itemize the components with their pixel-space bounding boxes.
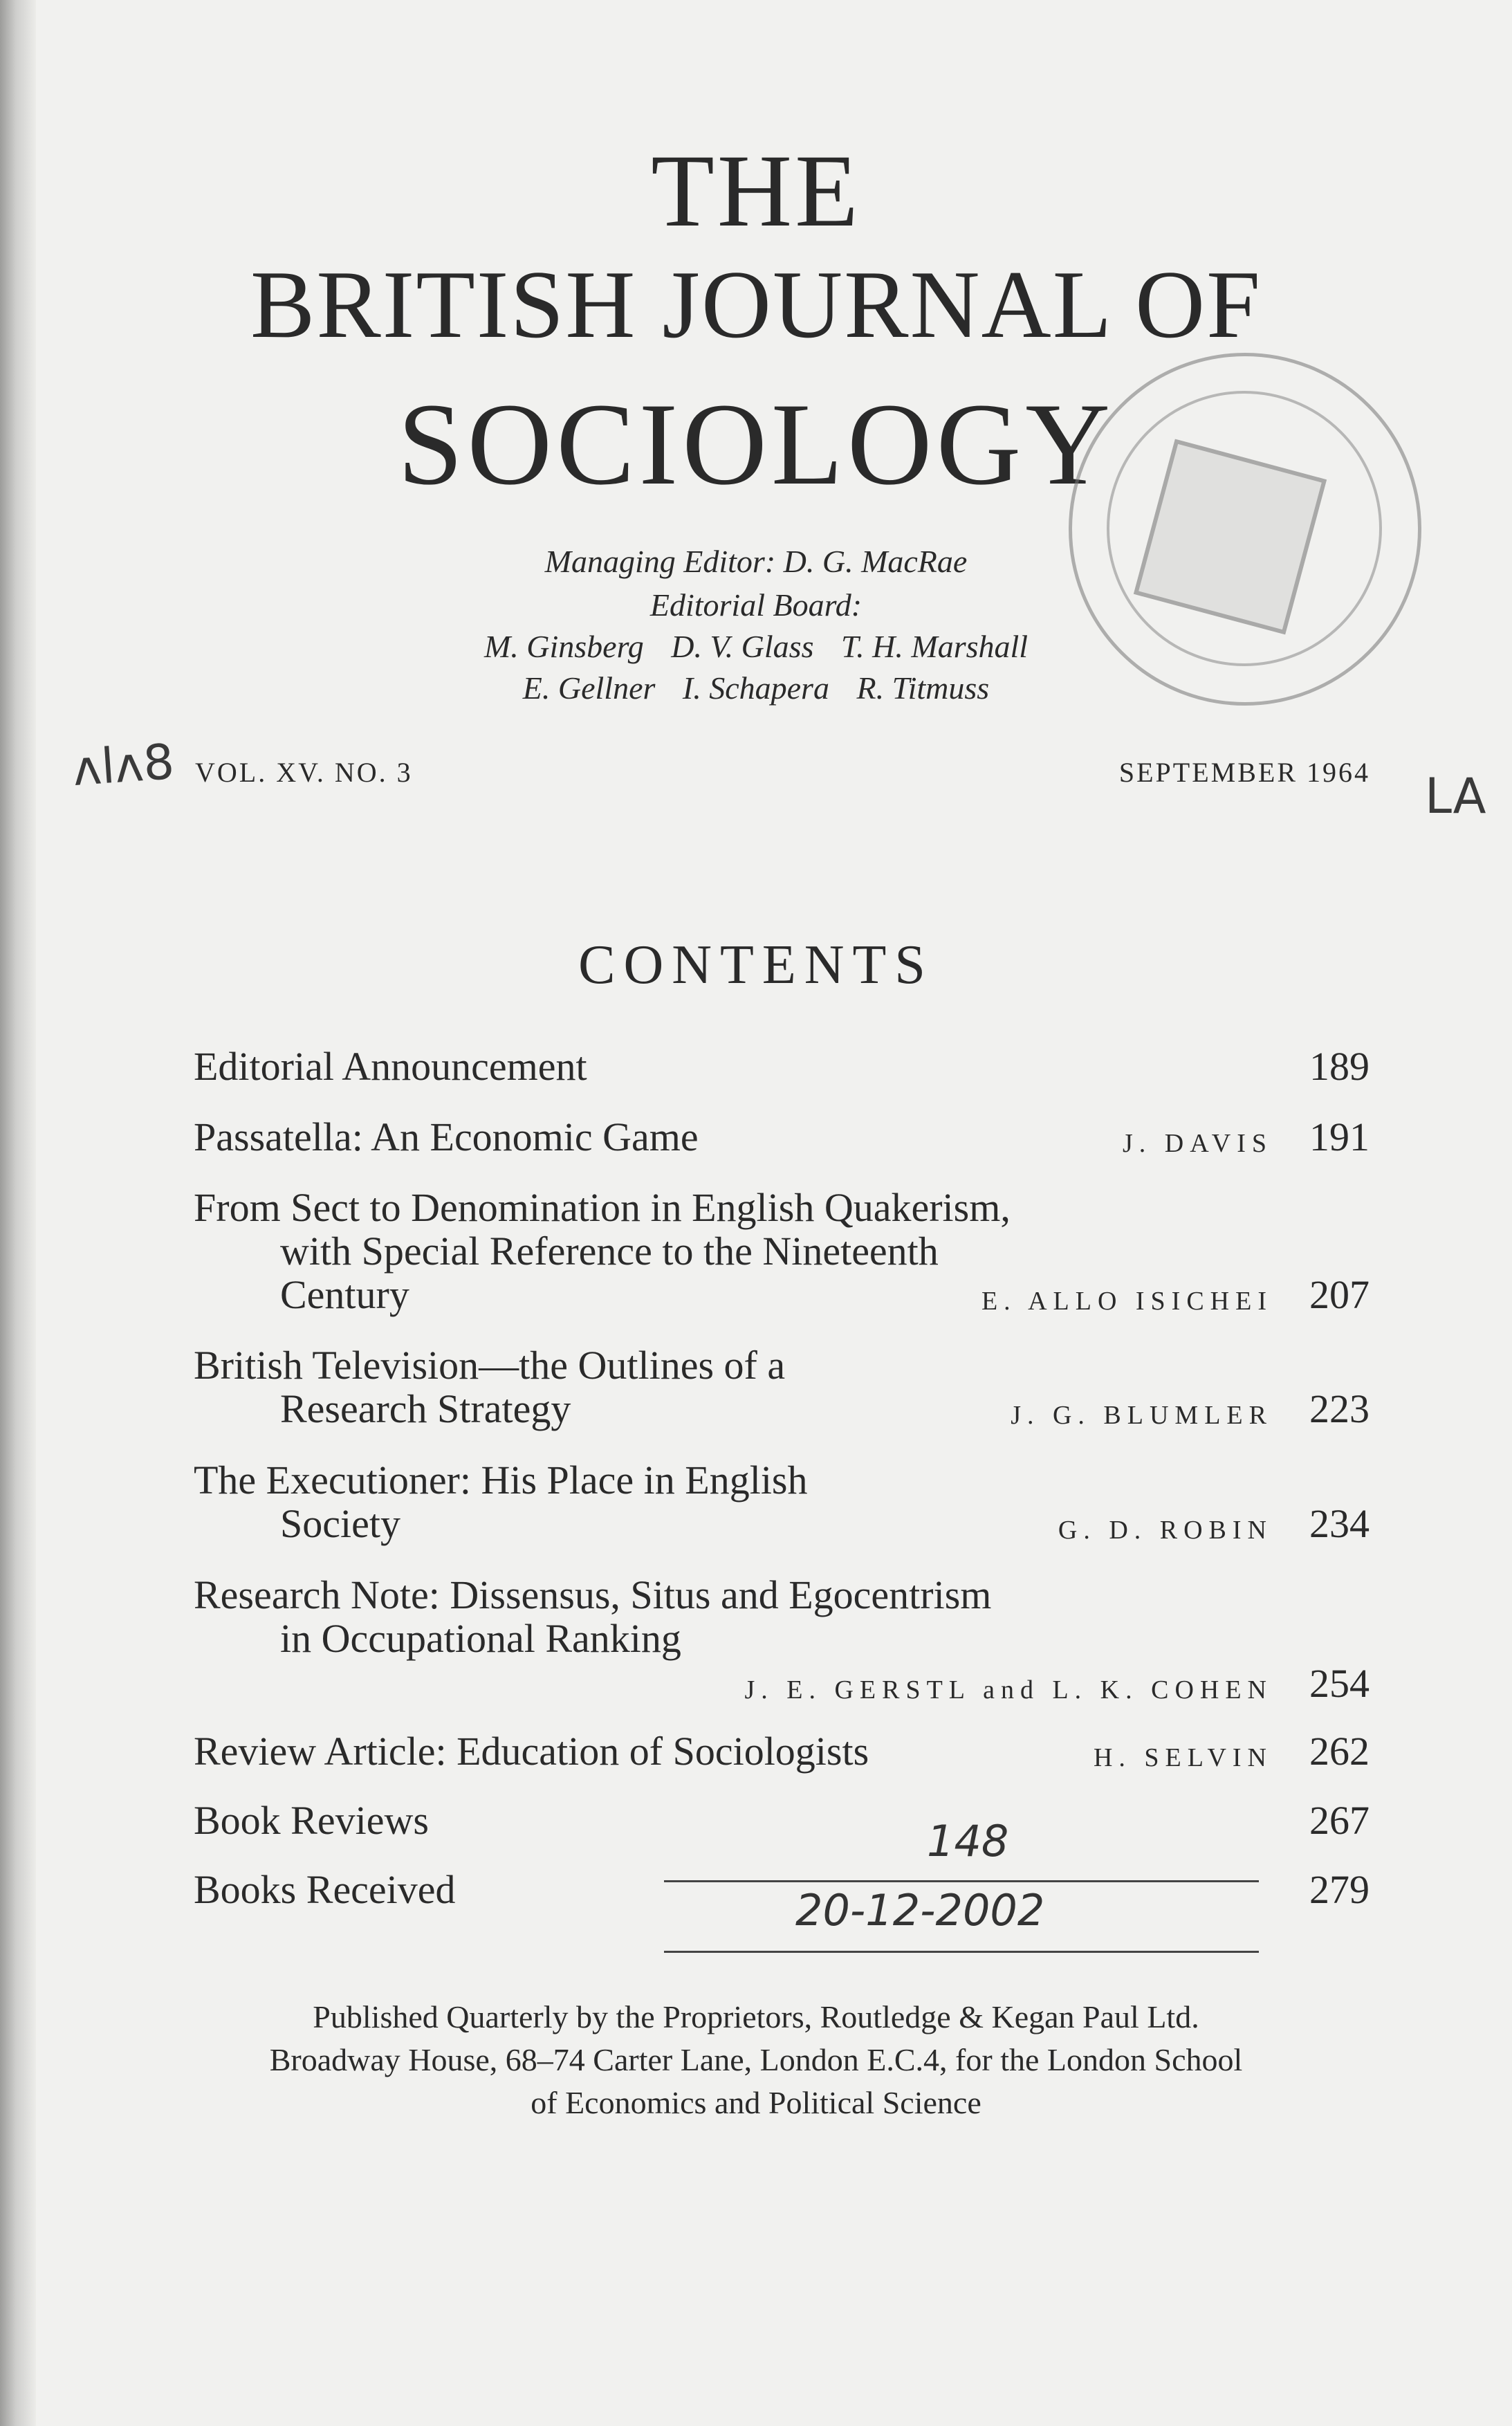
toc-entry-author: H. SELVIN	[1093, 1743, 1273, 1772]
toc-entry	[194, 1115, 1370, 1159]
editorial-board-row-1	[0, 628, 1512, 665]
editorial-board-label: Editorial Board:	[649, 587, 863, 623]
toc-entry-title-cont: Society	[280, 1501, 400, 1546]
toc-entry-author: E. ALLO ISICHEI	[981, 1287, 1273, 1316]
board-member: D. V. Glass	[671, 629, 814, 664]
toc-entry	[194, 1045, 1370, 1088]
toc-entry	[194, 1868, 1370, 1911]
toc-entry	[194, 1799, 1370, 1842]
toc-entry-author: G. D. ROBIN	[1058, 1516, 1273, 1545]
toc-entry-page: 207	[1309, 1272, 1370, 1317]
editorial-board-row-2	[0, 670, 1512, 706]
toc-entry-author: J. DAVIS	[1122, 1129, 1273, 1158]
contents-heading: CONTENTS	[578, 935, 934, 995]
managing-editor: Managing Editor: D. G. MacRae	[544, 544, 968, 579]
toc-entry-title: From Sect to Denomination in English Quakerism,	[194, 1185, 1011, 1230]
issue-date: SEPTEMBER 1964	[1118, 757, 1370, 788]
board-member: T. H. Marshall	[840, 629, 1029, 664]
toc-entry-title-cont: with Special Reference to the Nineteenth	[280, 1229, 939, 1274]
toc-entry-page: 254	[1309, 1661, 1370, 1706]
toc-entry-page: 223	[1309, 1386, 1370, 1431]
registration-date-underline	[664, 1951, 1259, 1953]
toc-entry-page: 267	[1309, 1798, 1370, 1843]
toc-entry-title: Research Note: Dissensus, Situs and Egocentrism	[194, 1572, 992, 1617]
board-member: R. Titmuss	[856, 670, 990, 706]
toc-entry	[194, 1458, 1370, 1545]
toc-entry-page: 191	[1309, 1114, 1370, 1159]
toc-entry-title: British Television—the Outlines of a	[194, 1343, 786, 1388]
handwritten-registration-date: 20-12-2002	[795, 1885, 1045, 1936]
board-member: E. Gellner	[522, 670, 656, 706]
toc-entry-page: 279	[1309, 1867, 1370, 1912]
board-member: M. Ginsberg	[483, 629, 644, 664]
toc-entry-title: Review Article: Education of Sociologists	[194, 1729, 869, 1774]
toc-entry-author: J. G. BLUMLER	[1011, 1401, 1273, 1430]
toc-entry	[194, 1572, 1370, 1706]
toc-entry-title-cont: in Occupational Ranking	[280, 1616, 681, 1661]
volume-number: VOL. XV. NO. 3	[195, 757, 413, 788]
toc-entry-author: J. E. GERSTL and L. K. COHEN	[744, 1675, 1273, 1704]
title-the: THE	[651, 134, 861, 248]
toc-entry	[194, 1729, 1370, 1773]
toc-entry-title: Books Received	[194, 1867, 456, 1912]
toc-entry-title-cont: Century	[280, 1272, 409, 1317]
registration-underline	[664, 1880, 1259, 1882]
toc-entry-title-cont: Research Strategy	[280, 1386, 571, 1431]
toc-entry-title: The Executioner: His Place in English	[194, 1458, 808, 1503]
title-british-journal-of: BRITISH JOURNAL OF	[250, 251, 1262, 358]
board-member: I. Schapera	[682, 670, 829, 706]
toc-entry-title: Editorial Announcement	[194, 1044, 587, 1089]
handwritten-mark-left: ʌlʌ8	[71, 733, 176, 798]
handwritten-mark-right: LA	[1425, 768, 1486, 825]
publisher-line-2: Broadway House, 68–74 Carter Lane, London E.C.4, for the London School	[269, 2042, 1243, 2077]
toc-entry-title: Book Reviews	[194, 1798, 429, 1843]
toc-entry-page: 189	[1309, 1044, 1370, 1089]
title-sociology: SOCIOLOGY	[397, 379, 1115, 509]
publisher-line-3: of Economics and Political Science	[531, 2085, 981, 2120]
handwritten-registration-number: 148	[927, 1816, 1009, 1866]
toc-entry-title: Passatella: An Economic Game	[194, 1114, 699, 1159]
publisher-line-1: Published Quarterly by the Proprietors, Routledge & Kegan Paul Ltd.	[313, 1999, 1199, 2034]
toc-entry	[194, 1343, 1370, 1431]
toc-entry-page: 234	[1309, 1501, 1370, 1546]
toc-entry-page: 262	[1309, 1729, 1370, 1774]
table-of-contents	[194, 1045, 1370, 1944]
toc-entry	[194, 1186, 1370, 1316]
